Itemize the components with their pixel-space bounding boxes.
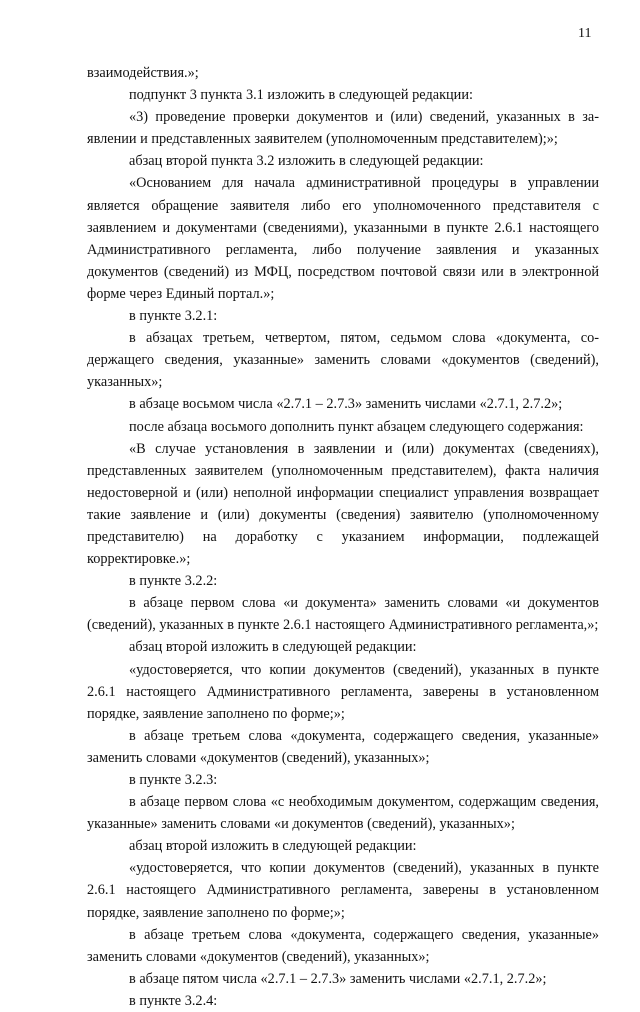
paragraph: в пункте 3.2.1: bbox=[129, 308, 218, 325]
paragraph: в абзаце первом слова «и документа» заменить словами «и документов (сведений), указанных в пункте 2.6.1 настоящего Административного регламента,»; bbox=[87, 595, 599, 634]
paragraph: в абзаце третьем слова «документа, содержащего сведения, указанные» заменить словами «документов (сведений), указанных»; bbox=[87, 926, 599, 965]
paragraph: «удостоверяется, что копии документов (сведений), указанных в пункте 2.6.1 настоящего Административного регламента, заверены в установленном порядке, заявление заполнено по форме;»; bbox=[87, 661, 599, 722]
paragraph: «В случае установления в заявлении и (или) документах (сведениях), представленных заявителем (уполномоченным представителем), факта наличия недостоверной и (или) неполной информации специалист управления возвращает такие заявление и (или) документы (сведения) заявителю (уполномоченному представителю) на доработку с указанием информации, подлежащей корректировке.»; bbox=[87, 440, 599, 568]
paragraph: в абзаце пятом числа «2.7.1 – 2.7.3» заменить числами «2.7.1, 2.7.2»; bbox=[129, 970, 547, 987]
paragraph: абзац второй изложить в следующей редакции: bbox=[129, 639, 417, 656]
paragraph: в абзацах третьем, четвертом, пятом, седьмом слова «документа, содержащего сведения, указанные» заменить словами «документов (сведений), указанных»; bbox=[87, 330, 599, 391]
paragraph: в пункте 3.2.2: bbox=[129, 573, 218, 590]
paragraph: «3) проведение проверки документов и (или) сведений, указанных в заявлении и представленных заявителем (уполномоченным представителем);»; bbox=[87, 109, 599, 148]
paragraph: взаимодействия.»; bbox=[87, 65, 199, 81]
paragraph: в абзаце третьем слова «документа, содержащего сведения, указанные» заменить словами «документов (сведений), указанных»; bbox=[87, 727, 599, 766]
paragraph: абзац второй изложить в следующей редакции: bbox=[129, 838, 417, 855]
paragraph: «Основанием для начала административной процедуры в управлении является обращение заявителя либо его уполномоченного представителя с заявлением и документами (сведениями), указанными в пункте 2.6.1 настоящего Административного регламента, либо получение заявления и указанных документов (сведений) из МФЦ, посредством почтовой связи или в электронной форме через Единый портал.»; bbox=[87, 175, 599, 302]
paragraph: после абзаца восьмого дополнить пункт абзацем следующего содержания: bbox=[129, 418, 584, 435]
paragraph: в абзаце первом слова «с необходимым документом, содержащим сведения, указанные» заменить словами «и документов (сведений), указанных»; bbox=[87, 794, 599, 833]
paragraph: «удостоверяется, что копии документов (сведений), указанных в пункте 2.6.1 настоящего Административного регламента, заверены в установленном порядке, заявление заполнено по форме;»; bbox=[87, 860, 599, 921]
paragraph: в пункте 3.2.4: bbox=[129, 992, 218, 1009]
document-body bbox=[87, 62, 599, 1012]
page-number: 11 bbox=[578, 26, 592, 41]
paragraph: абзац второй пункта 3.2 изложить в следующей редакции: bbox=[129, 153, 484, 170]
paragraph: в пункте 3.2.3: bbox=[129, 772, 218, 788]
paragraph: в абзаце восьмом числа «2.7.1 – 2.7.3» заменить числами «2.7.1, 2.7.2»; bbox=[129, 396, 563, 413]
paragraph: подпункт 3 пункта 3.1 изложить в следующей редакции: bbox=[129, 87, 473, 104]
